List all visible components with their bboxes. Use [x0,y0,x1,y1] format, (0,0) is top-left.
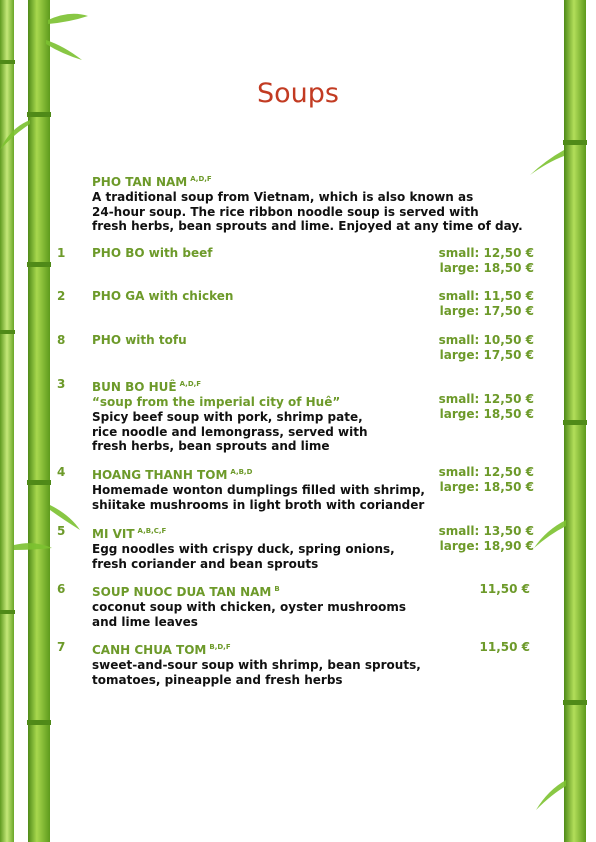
price-single: 11,50 € [479,582,530,596]
intro-desc-line: A traditional soup from Vietnam, which is also known as [92,190,474,204]
item-desc-line: fresh coriander and bean sprouts [92,556,319,571]
item-subtitle: “soup from the imperial city of Huê” [92,395,341,409]
item-number: 6 [57,582,66,596]
item-name [92,377,432,395]
item-name [92,582,432,600]
item-name [92,640,432,658]
item-number: 1 [57,246,66,260]
price-large: large: 18,90 € [439,539,534,553]
item-desc-line: shiitake mushrooms in light broth with coriander [92,497,425,512]
item-name-text: PHO TAN NAM [92,175,188,189]
page-title: Soups [257,78,339,109]
item-number: 2 [57,289,66,303]
item-prices [439,465,534,495]
item-name-text: SOUP NUOC DUA TAN NAM [92,585,272,599]
bamboo-right-decoration [526,0,596,842]
item-name-text: BUN BO HUÊ [92,380,177,394]
item-desc-line: and lime leaves [92,614,198,629]
price-small: small: 12,50 € [438,246,534,260]
item-number: 5 [57,524,66,538]
item-name [92,465,432,483]
item-name: PHO with tofu [92,333,187,347]
price-small: small: 12,50 € [438,465,534,479]
intro-desc-line: 24-hour soup. The rice ribbon noodle soup is served with [92,204,479,219]
price-single: 11,50 € [479,640,530,654]
item-number: 7 [57,640,66,654]
item-number: 3 [57,377,66,391]
item-name: PHO GA with chicken [92,289,234,303]
allergen-codes: B,D,F [209,643,231,651]
item-prices [480,640,530,655]
price-large: large: 18,50 € [439,261,534,275]
item-desc-line: Homemade wonton dumplings filled with shrimp, [92,483,425,497]
item-desc-line: tomatoes, pineapple and fresh herbs [92,672,343,687]
allergen-codes: A,B,C,F [137,527,167,535]
price-large: large: 18,50 € [439,480,534,494]
item-number: 4 [57,465,66,479]
allergen-codes: B [274,585,280,593]
item-prices [439,246,534,276]
allergen-codes: A,B,D [230,468,253,476]
price-large: large: 18,50 € [439,407,534,421]
item-name: PHO BO with beef [92,246,213,260]
bamboo-left-decoration [0,0,90,842]
item-desc-line: sweet-and-sour soup with shrimp, bean sprouts, [92,658,421,672]
item-prices [439,289,534,319]
price-small: small: 11,50 € [438,289,534,303]
item-prices [439,392,534,422]
item-name-text: HOANG THANH TOM [92,468,228,482]
price-small: small: 12,50 € [438,392,534,406]
item-number: 8 [57,333,66,347]
item-desc-line: Spicy beef soup with pork, shrimp pate, [92,410,363,424]
item-prices [480,582,530,597]
item-desc-line: Egg noodles with crispy duck, spring onions, [92,542,395,556]
item-prices [439,333,534,363]
item-desc-line: rice noodle and lemongrass, served with [92,424,368,439]
allergen-codes: A,D,F [190,175,212,183]
item-prices [439,524,534,554]
intro-desc-line: fresh herbs, bean sprouts and lime. Enjoyed at any time of day. [92,219,523,234]
item-name-text: MI VIT [92,527,135,541]
item-name-text: CANH CHUA TOM [92,643,207,657]
item-desc-line: coconut soup with chicken, oyster mushrooms [92,600,406,614]
price-large: large: 17,50 € [439,304,534,318]
price-small: small: 13,50 € [438,524,534,538]
price-small: small: 10,50 € [438,333,534,347]
intro-name [92,172,532,190]
allergen-codes: A,D,F [179,380,202,388]
item-name [92,524,432,542]
price-large: large: 17,50 € [439,348,534,362]
item-desc-line: fresh herbs, bean sprouts and lime [92,439,330,454]
